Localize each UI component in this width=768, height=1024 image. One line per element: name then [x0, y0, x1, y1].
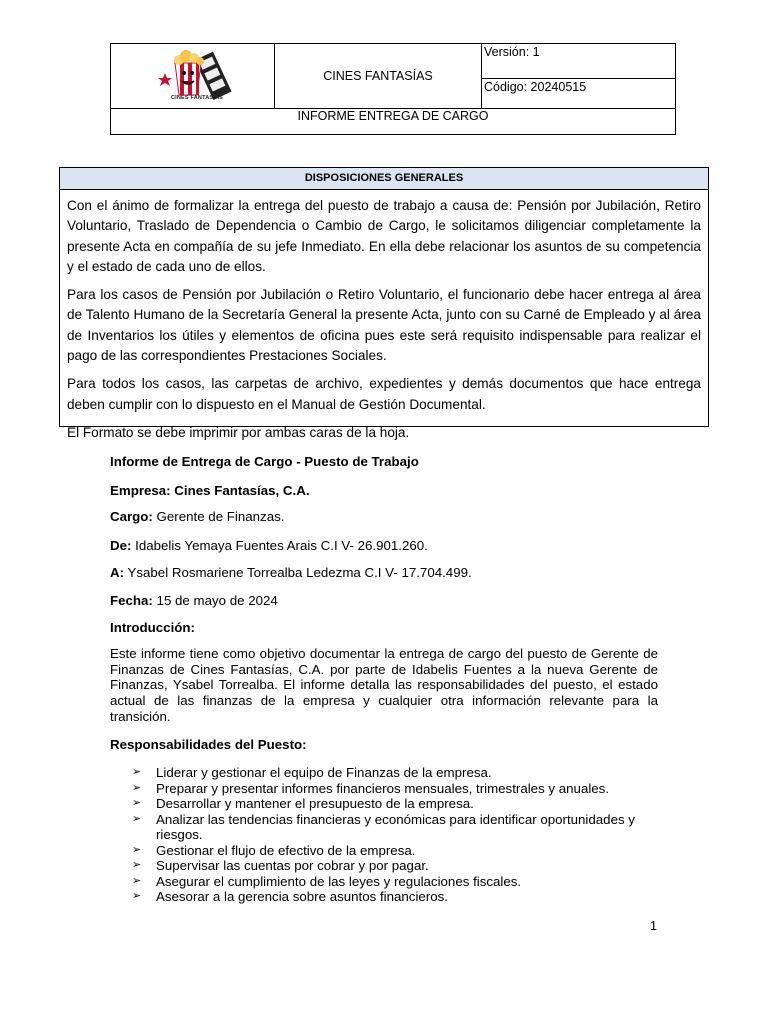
list-item	[110, 858, 658, 874]
position-value: Gerente de Finanzas.	[152, 509, 285, 524]
company-line: Empresa: Cines Fantasías, C.A.	[110, 483, 310, 498]
list-item	[110, 889, 658, 905]
list-item-text: Asesorar a la gerencia sobre asuntos financieros.	[156, 889, 448, 904]
provision-paragraph: Para los casos de Pensión por Jubilación o Retiro Voluntario, el funcionario debe hacer entrega al área de Talento Humano de la Secretaría General la presente Acta, junto con su Carné de Empleado y al área de Inventarios los útiles y elementos de oficina pues este será requisito indispensable para realizar el pago de las correspondientes Prestaciones Sociales.	[67, 287, 701, 364]
list-item-text: Gestionar el flujo de efectivo de la empresa.	[156, 842, 416, 858]
list-item	[110, 781, 658, 797]
report-title: Informe de Entrega de Cargo - Puesto de Trabajo	[110, 454, 419, 469]
list-item-text: Desarrollar y mantener el presupuesto de la empresa.	[156, 796, 474, 811]
list-item-text: Supervisar las cuentas por cobrar y por pagar.	[156, 858, 429, 873]
arrow-bullet-icon: ➢	[132, 797, 142, 809]
list-item	[110, 796, 658, 812]
provision-paragraph: Para todos los casos, las carpetas de archivo, expedientes y demás documentos que hace entrega deben cumplir con lo dispuesto en el Manual de Gestión Documental.	[67, 376, 701, 412]
provision-paragraph: El Formato se debe imprimir por ambas caras de la hoja.	[67, 424, 410, 440]
general-provisions-heading: DISPOSICIONES GENERALES	[60, 168, 708, 190]
responsibilities-list	[110, 765, 658, 905]
page-number: 1	[650, 919, 657, 933]
arrow-bullet-icon: ➢	[132, 766, 142, 778]
arrow-bullet-icon: ➢	[132, 859, 142, 871]
to-label: A:	[110, 565, 125, 580]
from-label: De:	[110, 538, 132, 553]
code-label: Código: 20240515	[482, 79, 675, 109]
document-header-table	[110, 43, 676, 135]
list-item	[110, 765, 658, 781]
arrow-bullet-icon: ➢	[132, 874, 142, 887]
to-value: Ysabel Rosmariene Torrealba Ledezma C.I V- 17.704.499.	[124, 565, 472, 580]
list-item	[110, 812, 658, 843]
list-item-text: Preparar y presentar informes financieros mensuales, trimestrales y anuales.	[156, 780, 610, 796]
from-line	[110, 538, 428, 554]
position-line	[110, 509, 284, 525]
arrow-bullet-icon: ➢	[132, 812, 142, 825]
general-provisions-body	[60, 190, 708, 443]
logo-text: CINES FANTASÍAS	[170, 95, 224, 101]
document-title: INFORME ENTREGA DE CARGO	[297, 109, 489, 123]
list-item	[110, 874, 658, 890]
from-value: Idabelis Yemaya Fuentes Arais C.I V- 26.901.260.	[131, 538, 428, 553]
arrow-bullet-icon: ➢	[132, 781, 142, 794]
date-value: 15 de mayo de 2024	[152, 593, 278, 608]
company-name: CINES FANTASÍAS	[275, 44, 482, 109]
list-item-text: Analizar las tendencias financieras y económicas para identificar oportunidades y riesgos.	[156, 811, 635, 842]
company-logo	[153, 49, 239, 105]
introduction-heading: Introducción:	[110, 620, 195, 635]
provision-paragraph: Con el ánimo de formalizar la entrega del puesto de trabajo a causa de: Pensión por Jubilación, Retiro Voluntario, Traslado de Dependencia o Cambio de Cargo, le solicitamos diligenciar completamente la presente Acta en compañía de su jefe Inmediato. En ella debe relacionar los asuntos de su competencia y el estado de cada uno de ellos.	[67, 198, 701, 274]
introduction-text: Este informe tiene como objetivo documentar la entrega de cargo del puesto de Gerente de Finanzas de Cines Fantasías, C.A. por parte de Idabelis Fuentes a la nueva Gerente de Finanzas, Ysabel Torrealba. El informe detalla las responsabilidades del puesto, el estado actual de las finanzas de la empresa y cualquier otra información relevante para la transición.	[110, 646, 658, 724]
responsibilities-heading: Responsabilidades del Puesto:	[110, 737, 307, 752]
list-item-text: Liderar y gestionar el equipo de Finanzas de la empresa.	[156, 765, 492, 780]
list-item	[110, 843, 658, 859]
date-label: Fecha:	[110, 593, 153, 608]
logo-cell	[111, 44, 275, 109]
general-provisions-box	[59, 167, 709, 440]
date-line	[110, 593, 278, 609]
to-line	[110, 565, 472, 581]
arrow-bullet-icon: ➢	[132, 843, 142, 856]
position-label: Cargo:	[110, 509, 153, 524]
arrow-bullet-icon: ➢	[132, 890, 142, 902]
version-label: Versión: 1	[482, 44, 675, 79]
list-item-text: Asegurar el cumplimiento de las leyes y regulaciones fiscales.	[156, 873, 522, 889]
